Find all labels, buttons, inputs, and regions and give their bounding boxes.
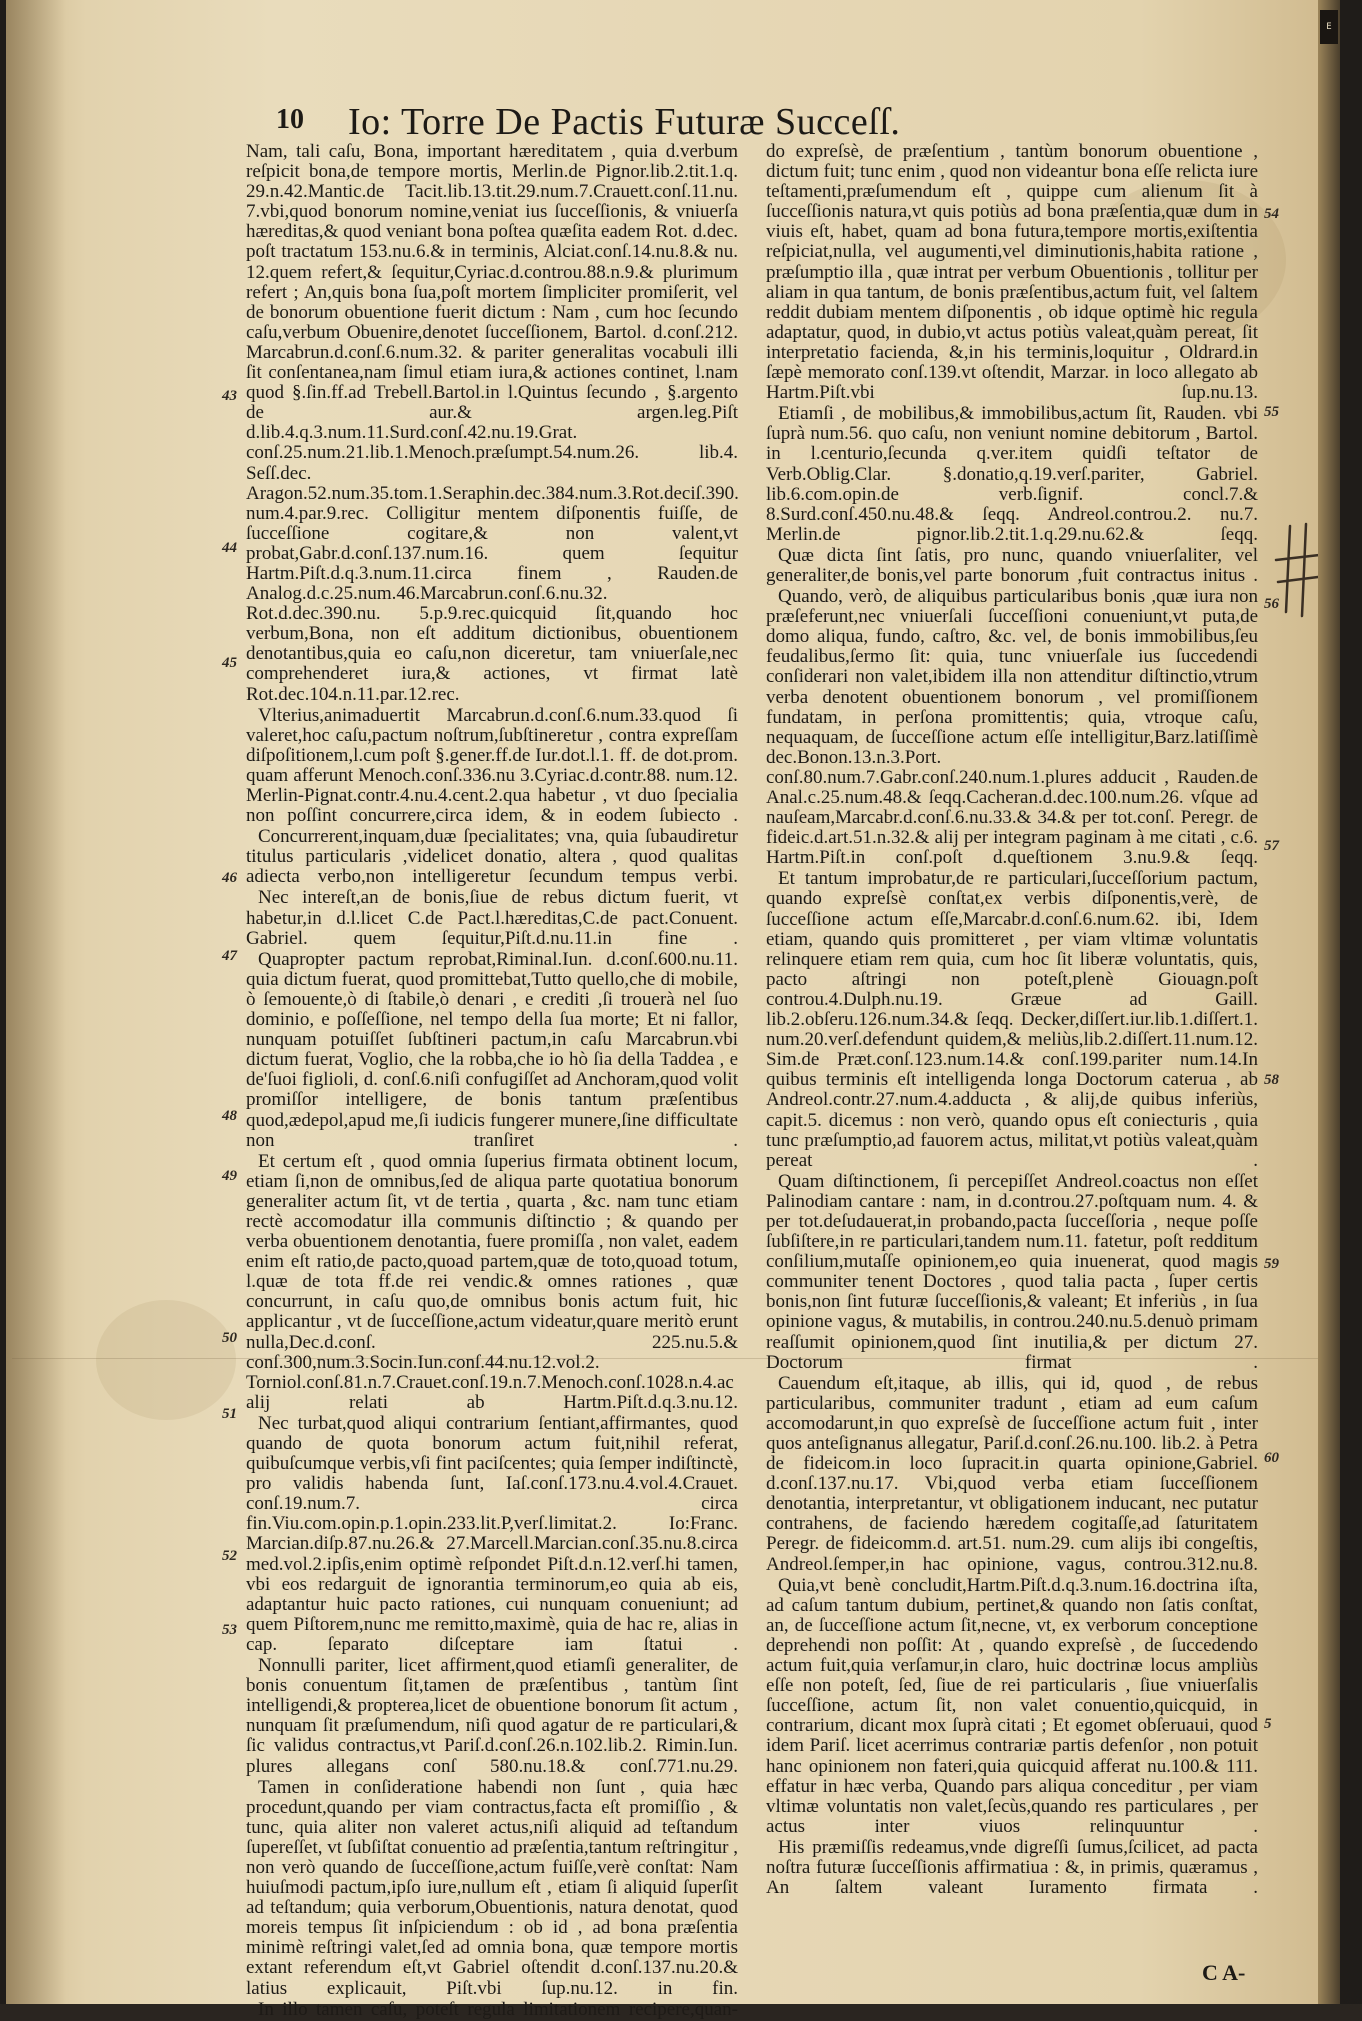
margin-number: 55 <box>1264 404 1279 420</box>
binding-edge <box>1318 0 1340 2004</box>
paragraph: Concurrerent,inquam,duæ ſpecialitates; vna, quia ſubaudiretur titulus particularis ,videlicet donatio, altera , quod qualitas adiecta verbo,non intelligeretur ſecundum tempus verbi. <box>246 826 738 888</box>
paragraph: do expreſsè, de præſentium , tantùm bonorum obuentione , dictum fuit; tunc enim , quod non videantur bona eſſe relicta iure teſtamenti,præſumendum eſt , quippe cum alienum ſit à ſucceſſionis natura,vt quis potiùs ad bona præſentia,quæ dum in viuis eſt, habet, quam ad bona futura,tempore mortis,exiſtentia reſpiciat,nulla, vel augumenti,vel diminutionis,habita ratione , præſumptio illa , quæ intrat per verbum Obuentionis , tollitur per aliam in qua tantum, de bonis præſentibus,actum fuit, vel ſaltem reddit dubiam mentem diſponentis , ob idque optimè hic regula adaptatur, quod, in dubio,vt actus potiùs valeat,quàm pereat, ſit interpretatio facienda, &,in his terminis,loquitur , Oldrard.in ſæpè memorato conſ.139.vt oſtendit, Marzar. in loco allegato ab Hartm.Piſt.vbi ſup.nu.13. <box>766 141 1258 404</box>
margin-number: 46 <box>222 870 237 886</box>
gutter-shadow <box>6 0 66 2004</box>
paragraph: Et tantum improbatur,de re particulari,ſucceſſorium pactum, quando expreſsè conſtat,ex verbis diſponentis,verè, de ſucceſſione actum eſſe,Marcabr.d.conſ.6.num.62. ibi, Idem etiam, quando quis promitteret , per viam vltimæ voluntatis relinquere etiam rem quia, cum hoc ſit liberæ voluntatis, quis, pacto aſtringi non poteſt,plenè Giouagn.poſt controu.4.Dulph.nu.19. Græue ad Gaill. lib.2.obſeru.126.num.34.& ſeqq. Decker,diſſert.iur.lib.1.diſſert.1. num.20.verſ.defendunt quidem,& meliùs,lib.2.diſſert.11.num.12. Sim.de Præt.conſ.123.num.14.& conſ.199.pariter num.14.In quibus terminis eſt intelligenda longa Doctorum caterua , ab Andreol.contr.27.num.4.adducta , & alij,de quibus inferiùs, capit.5. dicemus : non verò, quando opus eſt coniecturis , quia tunc præſumptio,ad fauorem actus, militat,vt potiùs valeat,quàm pereat . <box>766 868 1258 1171</box>
paragraph: Et certum eſt , quod omnia ſuperius firmata obtinent locum, etiam ſi,non de omnibus,ſed de aliqua parte quotatiua bonorum generaliter actum ſit, vt de tertia , quarta , &c. nam tunc etiam rectè accomodatur illa communis diſtinctio ; & quando per verba obuentionem denotantia, fuere promiſſa , non valet, eadem enim eſt ratio,de pacto,quoad partem,quæ de toto,quoad totum, l.quæ de tota ff.de rei vendic.& omnes rationes , quæ concurrunt, in caſu quo,de omnibus bonis actum fuit, hic applicantur , vt de ſucceſſione,actum videatur,quare meritò erunt nulla,Dec.d.conſ. 225.nu.5.& conſ.300,num.3.Socin.Iun.conſ.44.nu.12.vol.2. Torniol.conſ.81.n.7.Crauet.conſ.19.n.7.Menoch.conſ.1028.n.4.ac alij relati ab Hartm.Piſt.d.q.3.nu.12. <box>246 1150 738 1413</box>
paragraph: Quando, verò, de aliquibus particularibus bonis ,quæ iura non præſeferunt,nec vniuerſali ſucceſſioni conueniunt,vt puta,de domo aliqua, fundo, caſtro, &c. vel, de bonis immobilibus,ſeu feudalibus,ſermo ſit: quia, tunc vniuerſale ius ſuccedendi conſiderari non valet,ibidem illa non attenditur diſtinctio,vtrum verba denotent obuentionem bonorum , vel promiſſionem fundatam, in perſona promittentis; quia, vtroque caſu, nequaquam, de ſucceſſione actum eſſe intelligitur,Barz.latiſſimè dec.Bonon.13.n.3.Port. conſ.80.num.7.Gabr.conſ.240.num.1.plures adducit , Rauden.de Anal.c.25.num.48.& ſeqq.Cacheran.d.dec.100.num.26. vſque ad nauſeam,Marcabr.d.conſ.6.nu.33.& 34.& per tot.conſ. Peregr. de fideic.d.art.51.n.32.& alij per integram paginam à me citati , c.6. Hartm.Piſt.in conſ.poſt d.queſtionem 3.nu.9.& ſeqq. <box>766 586 1258 869</box>
margin-number: 43 <box>222 388 237 404</box>
left-text-column <box>246 142 738 2021</box>
margin-number: 59 <box>1264 1256 1279 1272</box>
margin-number: 52 <box>222 1548 237 1564</box>
margin-number: 47 <box>222 948 237 964</box>
margin-number: 51 <box>222 1406 237 1422</box>
right-text-column <box>766 142 1258 1899</box>
paper-stain <box>96 1300 236 1420</box>
paragraph: Quam diſtinctionem, ſi percepiſſet Andreol.coactus non eſſet Palinodiam cantare : nam, in d.controu.27.poſtquam num. 4. & per tot.deſudauerat,in probando,pacta ſucceſſoria , neque poſſe ſubſiſtere,in re particulari,tandem num.11. fatetur, poſt redditum conſilium,mutaſſe opinionem,eo quia inuenerat, quod magis communiter tenent Doctores , quod talia pacta , ſuper certis bonis,non ſint futuræ ſucceſſionis,& valeant; Et inferiùs , in ſua opinione vagus, & mutabilis, in controu.240.nu.5.denuò primam reaſſumit opinionem,quod ſint inutilia,& per dictum 27. Doctorum firmat . <box>766 1170 1258 1373</box>
page-number: 10 <box>276 104 304 135</box>
paragraph: Nec intereſt,an de bonis,ſiue de rebus dictum fuerit, vt habetur,in d.l.licet C.de Pact.l.hæreditas,C.de pact.Conuent. Gabriel. quem ſequitur,Piſt.d.nu.11.in fine . <box>246 887 738 949</box>
paragraph: Nam, tali caſu, Bona, important hæreditatem , quia d.verbum reſpicit bona,de tempore mortis, Merlin.de Pignor.lib.2.tit.1.q. 29.n.42.Mantic.de Tacit.lib.13.tit.29.num.7.Crauett.conſ.11.nu. 7.vbi,quod bonorum nomine,veniat ius ſucceſſionis, & vniuerſa hæreditas,& quod veniant bona poſtea quæſita eadem Rot. d.dec. poſt tractatum 153.nu.6.& in terminis, Alciat.conſ.14.nu.8.& nu. 12.quem refert,& ſequitur,Cyriac.d.controu.88.n.9.& plurimum refert ; An,quis bona ſua,poſt mortem ſimpliciter promiſerit, vel de bonorum obuentione fuerit dictum : Nam , cum hoc ſecundo caſu,verbum Obuenire,denotet ſucceſſionem, Bartol. d.conſ.212. Marcabrun.d.conſ.6.num.32. & pariter generalitas vocabuli illi ſit conſentanea,nam ſimul etiam iura,& actiones continet, l.nam quod §.ſin.ff.ad Trebell.Bartol.in l.Quintus ſecundo , §.argento de aur.& argen.leg.Piſt d.lib.4.q.3.num.11.Surd.conſ.42.nu.19.Grat. conſ.25.num.21.lib.1.Menoch.præſumpt.54.num.26. lib.4. Seſſ.dec. Aragon.52.num.35.tom.1.Seraphin.dec.384.num.3.Rot.deciſ.390. num.4.par.9.rec. Colligitur mentem diſponentis fuiſſe, de ſucceſſione cogitare,& non valent,vt probat,Gabr.d.conſ.137.num.16. quem ſequitur Hartm.Piſt.d.q.3.num.11.circa finem , Rauden.de Analog.d.c.25.num.46.Marcabrun.conſ.6.nu.32. Rot.d.dec.390.nu. 5.p.9.rec.quicquid ſit,quando hoc verbum,Bona, non eſt additum dictionibus, obuentionem denotantibus,quia eo caſu,non diceretur, tam vniuerſale,nec comprehenderet iura,& actiones, vt firmat latè Rot.dec.104.n.11.par.12.rec. <box>246 141 739 705</box>
book-page <box>6 0 1340 2020</box>
margin-number: 53 <box>222 1622 237 1638</box>
page-header <box>276 96 1036 144</box>
paragraph: Nonnulli pariter, licet affirment,quod etiamſi generaliter, de bonis conuentum ſit,tamen de præſentibus , tantùm ſint intelligendi,& propterea,licet de obuentione bonorum ſit actum , nunquam ſit præſumendum, niſi quod agatur de re particulari,& ſic validus contractus,vt Pariſ.d.conſ.26.n.102.lib.2. Rimin.Iun. plures allegans conſ 580.nu.18.& conſ.771.nu.29. <box>246 1655 738 1777</box>
margin-number: 44 <box>222 540 237 556</box>
paragraph: Etiamſi , de mobilibus,& immobilibus,actum ſit, Rauden. vbi ſuprà num.56. quo caſu, non veniunt nomine debitorum , Bartol. in l.centurio,ſecunda q.ver.item quidſi teſtator de Verb.Oblig.Clar. §.donatio,q.19.verſ.pariter, Gabriel. lib.6.com.opin.de verb.ſignif. concl.7.& 8.Surd.conſ.450.nu.48.& ſeqq. Andreol.controu.2. nu.7. Merlin.de pignor.lib.2.tit.1.q.29.nu.62.& ſeqq. <box>766 403 1258 545</box>
paragraph: In illo tamen caſu, poteſt regula limitationem recipere,quan- <box>258 1998 738 2020</box>
margin-number: 56 <box>1264 596 1279 612</box>
margin-number: 54 <box>1264 206 1279 222</box>
paragraph: Tamen in conſideratione habendi non ſunt , quia hæc procedunt,quando per viam contractus,facta eſt promiſſio , & tunc, quia aliter non valeret actus,niſi aliquid ad teſtandum ſupereſſet, vt ſubſiſtat conuentio ad præſentia,tantum reſtringitur , non verò quando de ſucceſſione,actum fuiſſe,verè conſtat: Nam huiuſmodi pactum,ipſo iure,nullum eſt , etiam ſi aliquid ſuperſit ad teſtandum; quia verborum,Obuentionis, natura denotat, quod moreis tempus ſit inſpiciendum : ob id , ad bona præſentia minimè reſtringi valet,ſed ad omnia bona, quæ tempore mortis extant referendum eſt,vt Gabriel oſtendit d.conſ.137.nu.20.& latius explicauit, Piſt.vbi ſup.nu.12. in fin. <box>246 1776 738 1999</box>
paragraph: His præmiſſis redeamus,vnde digreſſi ſumus,ſcilicet, ad pacta noſtra futuræ ſucceſſionis affirmatiua : &, in primis, quæramus , An ſaltem valeant Iuramento firmata . <box>766 1836 1258 1899</box>
paragraph: Cauendum eſt,itaque, ab illis, qui id, quod , de rebus particularibus, communiter tradunt , etiam ad eum caſum accomodarunt,in quo expreſsè de ſucceſſione actum fuit , inter quos anteſignanus allegatur, Pariſ.d.conſ.26.nu.100. lib.2. à Petra de fideicom.in loco ſupracit.in quarta opinione,Gabriel. d.conſ.137.nu.17. Vbi,quod verba etiam ſucceſſionem denotantia, interpretantur, vt obligationem inducant, nec putatur contrahens, de faciendo hæredem cogitaſſe,ad ſaturitatem Peregr. de fideicomm.d. art.51. num.29. cum alijs ibi congeſtis, Andreol.ſemper,in hac opinione, vagus, controu.312.nu.8. <box>766 1372 1258 1575</box>
paragraph: Vlterius,animaduertit Marcabrun.d.conſ.6.num.33.quod ſi valeret,hoc caſu,pactum noſtrum,ſubſtineretur , contra expreſſam diſpoſitionem,l.cum poſt §.gener.ff.de Iur.dot.l.1. ff. de dot.prom. quam afferunt Menoch.conſ.336.nu 3.Cyriac.d.contr.88. num.12. Merlin-Pignat.contr.4.nu.4.cent.2.qua habetur , vt duo ſpecialia non poſſint concurrere,circa idem, & in eodem ſubiecto . <box>246 704 738 827</box>
margin-number: 45 <box>222 655 237 671</box>
margin-number: 57 <box>1264 838 1279 854</box>
margin-number: 60 <box>1264 1450 1279 1466</box>
margin-number: 5 <box>1264 1716 1272 1732</box>
paragraph: Nec turbat,quod aliqui contrarium ſentiant,affirmantes, quod quando de quota bonorum actum fuit,nihil referat, quibuſcumque verbis,vſi fint paciſcentes; quia ſemper indiſtinctè, pro validis habenda ſunt, Iaſ.conſ.173.nu.4.vol.4.Crauet. conſ.19.num.7. circa fin.Viu.com.opin.p.1.opin.233.lit.P,verſ.limitat.2. Io:Franc. Marcian.diſp.87.nu.26.& 27.Marcell.Marcian.conſ.35.nu.8.circa med.vol.2.ipſis,enim optimè reſpondet Piſt.d.n.12.verſ.hi tamen, vbi eos redarguit de ignorantia terminorum,eo quia ab eis, adaptantur huic pacto rationes, cui nunquam conueniunt; ad quem Piſtorem,nunc me remitto,maximè, quia de hac re, alias in cap. ſeparato diſceptare iam ſtatui . <box>246 1412 738 1655</box>
margin-number: 48 <box>222 1108 237 1124</box>
paragraph: Quæ dicta ſint ſatis, pro nunc, quando vniuerſaliter, vel generaliter,de bonis,vel parte bonorum ,fuit contractus initus . <box>766 544 1258 586</box>
binding-tag: E <box>1320 10 1338 44</box>
margin-number: 50 <box>222 1330 237 1346</box>
margin-number: 58 <box>1264 1072 1279 1088</box>
margin-number: 49 <box>222 1168 237 1184</box>
catchword: C A- <box>1202 1960 1246 1985</box>
running-title: Io: Torre De Pactis Futuræ Succeſſ. <box>348 101 901 143</box>
paragraph: Quapropter pactum reprobat,Riminal.Iun. d.conſ.600.nu.11. quia dictum fuerat, quod promittebat,Tutto quello,che di mobile, ò ſemouente,ò di ſtabile,ò denari , e crediti ,ſi trouerà nel ſuo dominio, e poſſeſſione, nel tempo della ſua morte; Et ni fallor, nunquam potuiſſet ſubſtineri pactum,in caſu Marcabrun.vbi dictum fuerat, Voglio, che la robba,che io hò ſia della Taddea , e de'ſuoi figlioli, d. conſ.6.niſi confugiſſet ad Anchoram,quod volit promiſſor intelligere, de bonis tantum præſentibus quod,ædepol,apud me,ſi iudicis fungerer munere,ſine difficultate non tranſiret . <box>246 948 738 1151</box>
paragraph: Quia,vt benè concludit,Hartm.Piſt.d.q.3.num.16.doctrina iſta, ad caſum tantum dubium, pertinet,& quando non ſatis conſtat, an, de ſucceſſione actum ſit,necne, vt, ex verborum conceptione deprehendi non poſſit: At , quando expreſsè , de ſuccedendo actum fuit,quia verſamur,in claro, huic doctrinæ locus ampliùs eſſe non poteſt, ſed, ſiue de rei particularis , ſiue vniuerſalis ſucceſſione, actum ſit, non valet conuentio,quicquid, in contrarium, dicant mox ſuprà citati ; Et egomet obſeruaui, quod idem Pariſ. licet acerrimus contrariæ partis defenſor , non potuit hanc opinionem non fateri,quia quicquid afferat nu.100.& 111. effatur in hæc verba, Quando pars aliqua conceditur , per viam vltimæ voluntatis non valet,ſecùs,quando res particulares , per actus inter viuos relinquuntur . <box>766 1574 1258 1837</box>
